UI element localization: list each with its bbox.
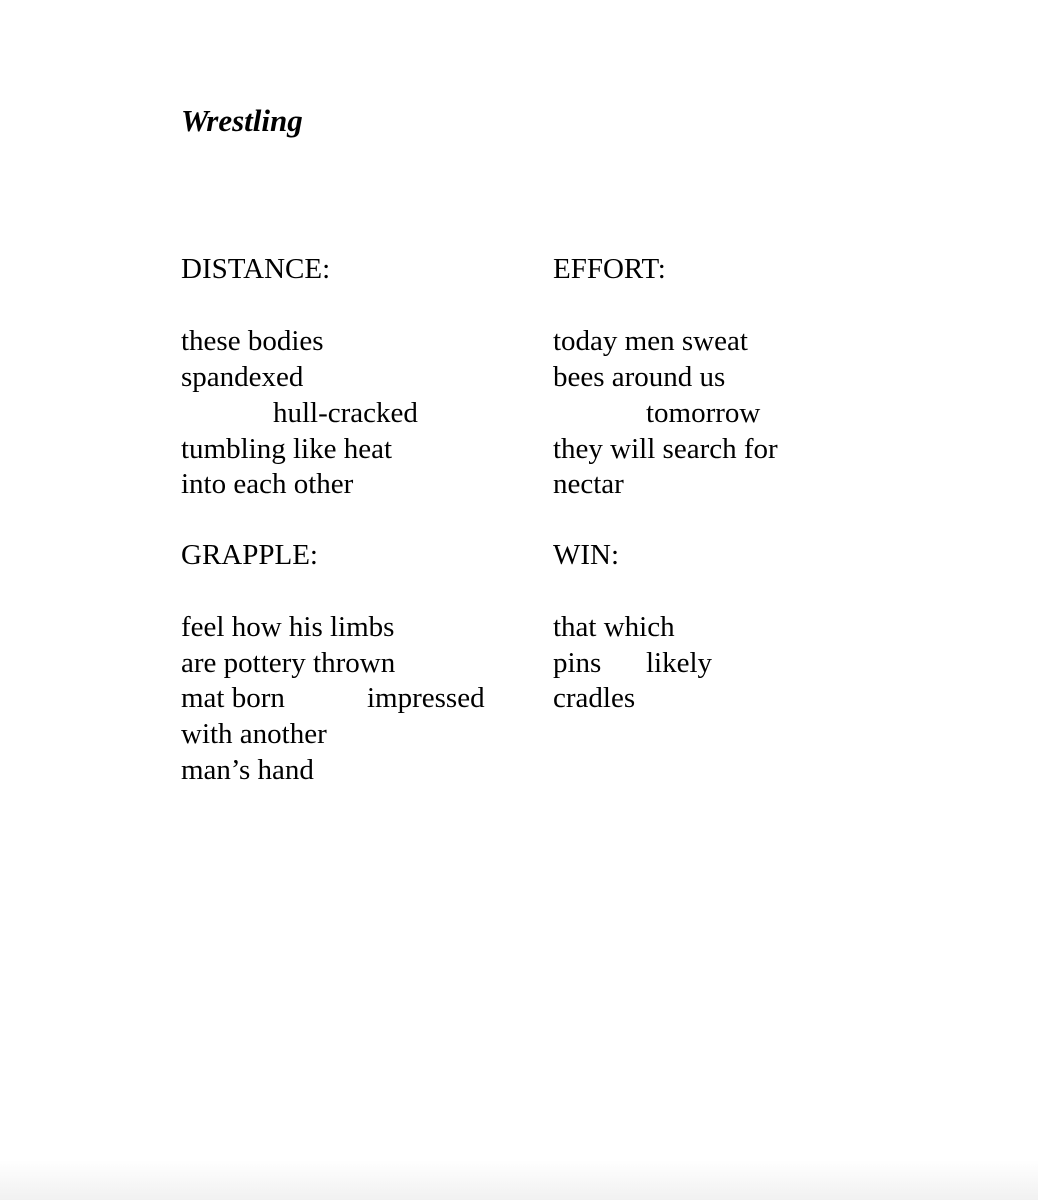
poem-line: cradles bbox=[553, 682, 636, 714]
section-heading-grapple: GRAPPLE: bbox=[181, 539, 318, 571]
poem-line: today men sweat bbox=[553, 325, 748, 357]
poem-line: these bodies bbox=[181, 325, 324, 357]
poem-title: Wrestling bbox=[181, 103, 303, 138]
page-bottom-shadow bbox=[0, 1160, 1038, 1200]
poem-line: hull-cracked bbox=[273, 397, 418, 429]
poem-line: that which bbox=[553, 611, 675, 643]
poem-line: mat born bbox=[181, 682, 285, 714]
poem-line: spandexed bbox=[181, 361, 304, 393]
section-heading-effort: EFFORT: bbox=[553, 253, 666, 285]
poem-line: man’s hand bbox=[181, 754, 314, 786]
poem-line: tumbling like heat bbox=[181, 433, 393, 465]
poem-line: likely bbox=[646, 647, 713, 679]
section-heading-distance: DISTANCE: bbox=[181, 253, 331, 285]
poem-line: bees around us bbox=[553, 361, 726, 393]
poem-line: tomorrow bbox=[646, 397, 761, 429]
poem-line: are pottery thrown bbox=[181, 647, 396, 679]
poem-line: into each other bbox=[181, 468, 354, 500]
poem-line: impressed bbox=[367, 682, 485, 714]
poem-line: with another bbox=[181, 718, 327, 750]
poem-line: pins bbox=[553, 647, 602, 679]
poem-line: they will search for bbox=[553, 433, 778, 465]
poem-line: nectar bbox=[553, 468, 624, 500]
section-heading-win: WIN: bbox=[553, 539, 620, 571]
poem-line: feel how his limbs bbox=[181, 611, 395, 643]
